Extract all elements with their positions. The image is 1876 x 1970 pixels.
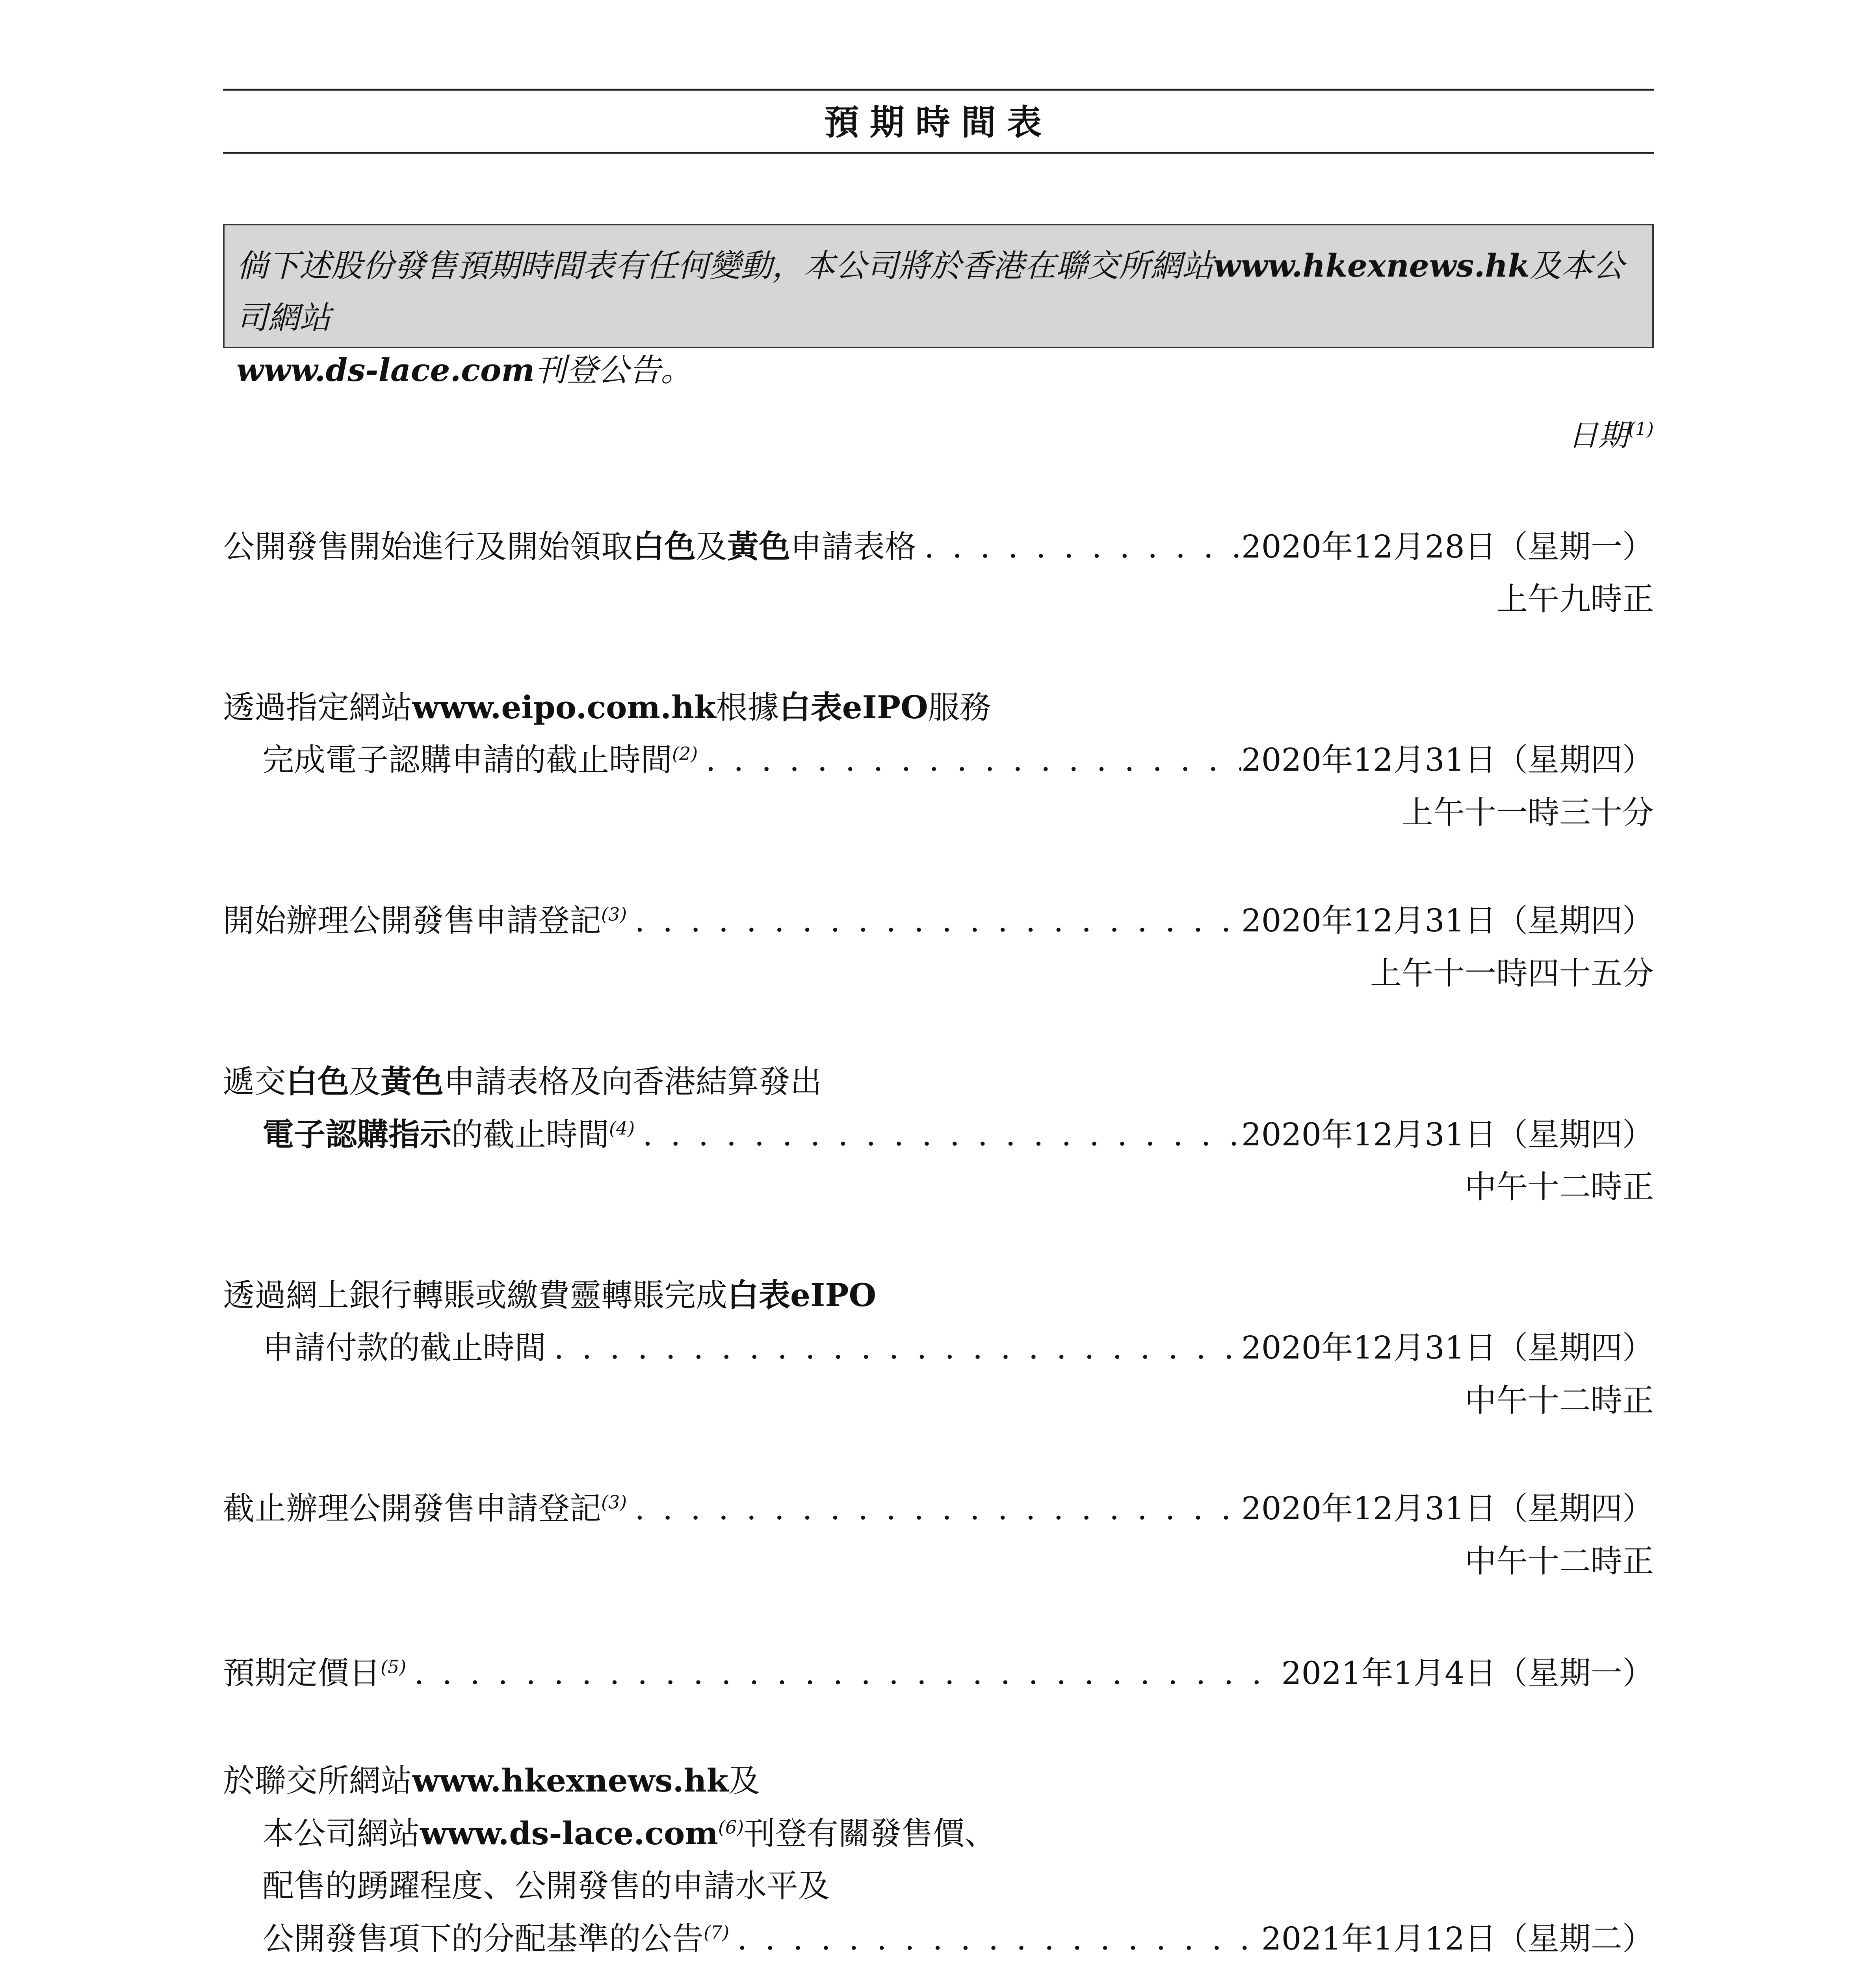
dot-leader (698, 734, 1241, 786)
entry-time: 中午十二時正 (1465, 1543, 1654, 1580)
footnote-ref: (2) (672, 743, 698, 764)
entry-date: 2021年1月12日（星期二） (1261, 1920, 1654, 1957)
entry-label-cont: 公開發售項下的分配基準的公告$^{(7)}$ (262, 1920, 730, 1957)
entry-date: 2021年1月4日（星期一） (1281, 1655, 1654, 1691)
notice-text-2: 及本公司網站 (236, 247, 1625, 336)
date-column-label: 日期 (1568, 418, 1628, 453)
timetable-entry-register-close (223, 1482, 1654, 1588)
dot-leader (635, 1108, 1241, 1161)
footnote-ref: (7) (704, 1922, 730, 1943)
footnote-ref: (3) (601, 1491, 627, 1513)
entry-time (1559, 1965, 1654, 1970)
notice-text-3: 刊登公告。 (535, 352, 692, 388)
dot-leader (627, 1482, 1241, 1535)
entry-label-cont: 電子認購指示的截止時間$^{(4)}$ (262, 1116, 635, 1153)
entry-date: 2020年12月31日（星期四） (1241, 1116, 1654, 1153)
timetable-entry-payment-deadline (223, 1269, 1654, 1427)
top-rule (223, 89, 1654, 91)
entry-date: 2020年12月31日（星期四） (1241, 742, 1654, 778)
page-title: 預期時間表 (824, 102, 1053, 143)
entry-time: 上午十一時四十五分 (1370, 955, 1654, 992)
entry-time: 上午十一時三十分 (1402, 794, 1654, 831)
entry-label: 遞交白色及黃色申請表格及向香港結算發出 (223, 1063, 822, 1100)
footnote-ref: (4) (609, 1117, 635, 1139)
footnote-ref: (6) (718, 1816, 744, 1838)
date-column-header (1568, 414, 1654, 457)
entry-date: 2020年12月31日（星期四） (1241, 1329, 1654, 1366)
entry-label-cont: 申請付款的截止時間 (262, 1329, 546, 1366)
title-bottom-rule (223, 152, 1654, 154)
entry-label: 截止辦理公開發售申請登記$^{(3)}$ (223, 1490, 627, 1527)
dot-leader (546, 1321, 1241, 1374)
entry-time: 上午九時正 (1496, 581, 1654, 617)
entry-date: 2020年12月31日（星期四） (1241, 902, 1654, 939)
timetable-entry-public-offer-start (223, 520, 1654, 626)
footnote-ref: (3) (601, 903, 627, 925)
entry-time: 中午十二時正 (1465, 1382, 1654, 1419)
timetable-entry-price-determination (223, 1647, 1654, 1700)
notice-hkexnews-link: www.hkexnews.hk (1213, 247, 1530, 284)
dot-leader (627, 894, 1241, 947)
entry-time: 中午十二時正 (1465, 1169, 1654, 1205)
notice-box (223, 224, 1654, 388)
footnote-ref: (5) (381, 1656, 407, 1678)
entry-label: 透過網上銀行轉賬或繳費靈轉賬完成白表eIPO (223, 1277, 877, 1314)
entry-label: 公開發售開始進行及開始領取白色及黃色申請表格 (223, 528, 916, 565)
timetable-entry-allotment-announcement (223, 1754, 1654, 1970)
entry-label: 開始辦理公開發售申請登記$^{(3)}$ (223, 902, 627, 939)
entry-label-cont: 配售的踴躍程度、公開發售的申請水平及 (262, 1868, 830, 1904)
notice-text-1: 倘下述股份發售預期時間表有任何變動，本公司將於香港在聯交所網站 (236, 247, 1213, 284)
timetable-entry-form-deadline (223, 1055, 1654, 1214)
dot-leader (729, 1912, 1261, 1965)
footnote-ref: (1) (1628, 418, 1654, 440)
entry-label-cont: 本公司網站www.ds-lace.com$^{(6)}$刊登有關發售價、 (262, 1815, 996, 1852)
timetable-entry-eipo-deadline (223, 681, 1654, 839)
entry-date: 2020年12月31日（星期四） (1241, 1490, 1654, 1527)
entry-label: 預期定價日$^{(5)}$ (223, 1655, 407, 1691)
notice-company-site: www.ds-lace.com (236, 351, 535, 388)
dot-leader (916, 520, 1241, 573)
entry-label: 於聯交所網站www.hkexnews.hk及 (223, 1762, 760, 1799)
entry-date: 2020年12月28日（星期一） (1241, 528, 1654, 565)
dot-leader (406, 1647, 1281, 1700)
timetable-entry-register-open (223, 894, 1654, 1000)
entry-label: 透過指定網站www.eipo.com.hk根據白表eIPO服務 (223, 689, 991, 726)
entry-label-cont: 完成電子認購申請的截止時間$^{(2)}$ (262, 742, 698, 778)
